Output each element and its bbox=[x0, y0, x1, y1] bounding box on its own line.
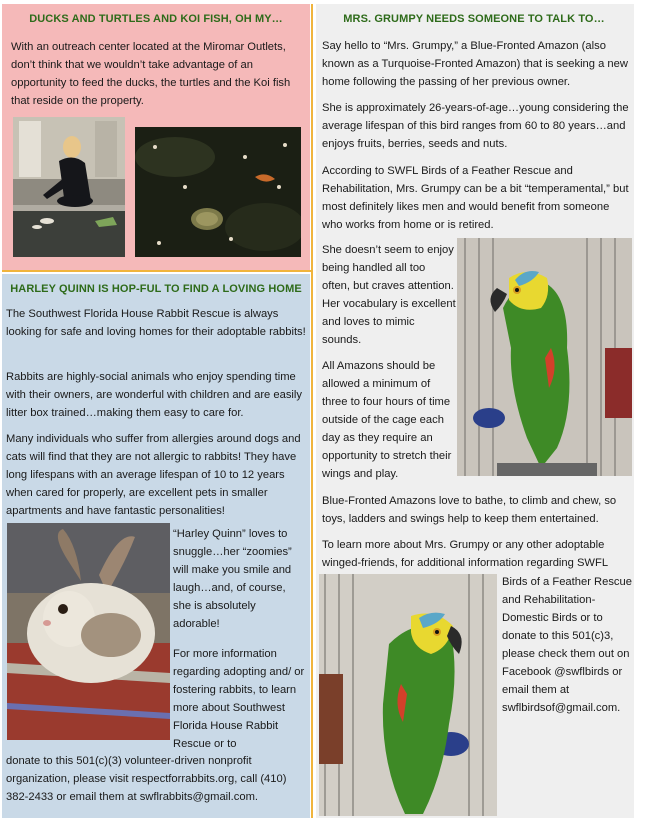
grumpy-paragraph-7: To learn more about Mrs. Grumpy or any other adoptable winged-friends, for additional information regarding SWFL bbox=[322, 539, 609, 569]
grumpy-paragraph-8: Birds of a Feather Rescue and Rehabilitation-Domestic Birds or to donate to this 501(c)3, please check them out on Facebook @swflbirds or email them at swflbirdsof@gmail.com. bbox=[502, 576, 632, 714]
grumpy-paragraph-2: She is approximately 26-years-of-age…young considering the average lifespan of this bird ranges from 60 to 80 years…and enjoys fruits, berries, seeds and nuts. bbox=[322, 102, 629, 150]
grumpy-paragraph-4: She doesn’t seem to enjoy being handled all too often, but craves attention. Her vocabulary is excellent and loves to mimic sounds. bbox=[322, 244, 456, 346]
harley-side-paragraph-2: For more information regarding adopting and/ or fostering rabbits, to learn more about Southwest Florida House Rabbit Rescue or to bbox=[173, 648, 305, 750]
grumpy-paragraph-6: Blue-Fronted Amazons love to bathe, to climb and chew, so toys, ladders and swings help to keep them entertained. bbox=[322, 495, 617, 525]
grumpy-paragraph-3: According to SWFL Birds of a Feather Rescue and Rehabilitation, Mrs. Grumpy can be a bit “temperamental,” but most definitely likes men and would benefit from someone who works from home or is retired. bbox=[322, 165, 629, 231]
pond-turtle-koi-photo bbox=[135, 127, 301, 257]
grumpy-paragraph-1: Say hello to “Mrs. Grumpy,” a Blue-Fronted Amazon (also known as a Turquoise-Fronted Amazon) that is seeking a new home following the passing of her previous owner. bbox=[322, 40, 628, 88]
harley-quinn-rabbit-photo bbox=[7, 523, 170, 740]
harley-heading: HARLEY QUINN IS HOP-FUL TO FIND A LOVING HOME bbox=[10, 283, 302, 295]
ducks-heading: DUCKS AND TURTLES AND KOI FISH, OH MY… bbox=[29, 13, 283, 25]
woman-feeding-ducks-photo bbox=[13, 117, 125, 257]
grumpy-heading: MRS. GRUMPY NEEDS SOMEONE TO TALK TO… bbox=[343, 13, 605, 25]
harley-paragraph-2: Rabbits are highly-social animals who enjoy spending time with their owners, are wonderful with children and are easily litter box trained…making them easy to care for. bbox=[6, 371, 302, 419]
section-divider bbox=[2, 270, 312, 272]
mrs-grumpy-parrot-photo-2 bbox=[319, 574, 497, 816]
harley-closing-paragraph: donate to this 501(c)(3) volunteer-driven nonprofit organization, please visit respectforrabbits.org, call (410) 382-2433 or email them at swflrabbits@gmail.com. bbox=[6, 755, 287, 803]
harley-paragraph-3: Many individuals who suffer from allergies around dogs and cats will find that they are not allergic to rabbits! They have long lifespans with an average lifespan of 10 to 12 years when cared for properly, are excellent pets in smaller apartments and have fantastic personalities! bbox=[6, 433, 301, 517]
grumpy-paragraph-5: All Amazons should be allowed a minimum of three to four hours of time outside of the cage each day as they require an opportunity to stretch their wings and play. bbox=[322, 360, 452, 480]
column-divider bbox=[311, 4, 313, 818]
harley-paragraph-1: The Southwest Florida House Rabbit Rescue is always looking for safe and loving homes for their adoptable rabbits! bbox=[6, 308, 306, 338]
ducks-body: With an outreach center located at the Miromar Outlets, don’t think that we wouldn’t take advantage of an opportunity to feed the ducks, the turtles and the Koi fish that reside on the property. bbox=[11, 41, 291, 107]
mrs-grumpy-parrot-photo-1 bbox=[457, 238, 632, 476]
harley-side-paragraph-1: “Harley Quinn” loves to snuggle…her “zoomies” will make you smile and laugh…and, of course, she is absolutely adorable! bbox=[173, 528, 292, 630]
